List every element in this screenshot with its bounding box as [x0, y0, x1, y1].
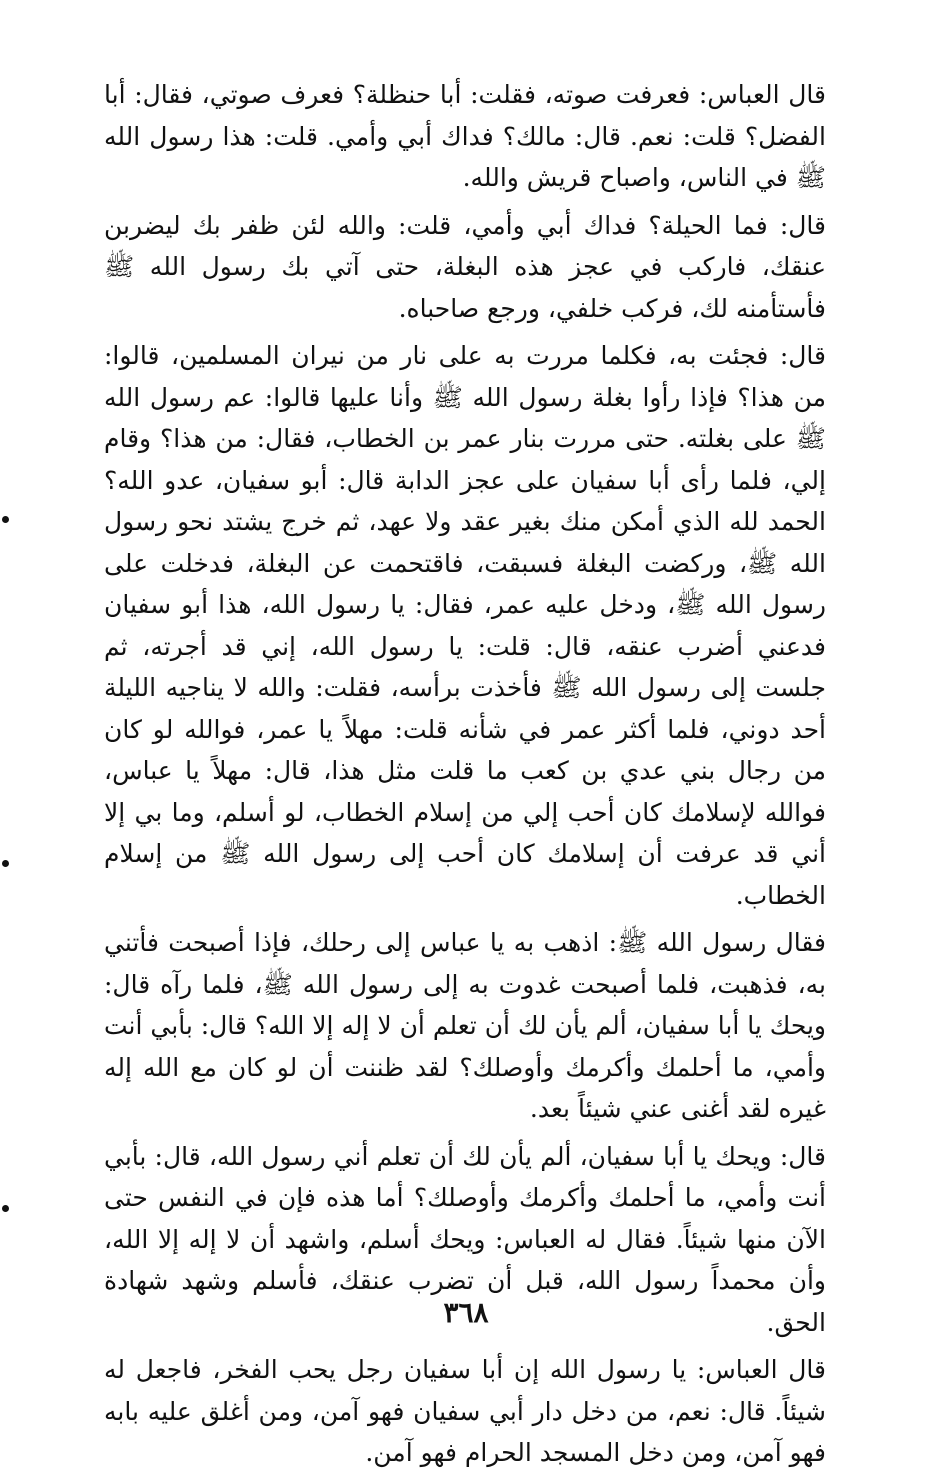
body-text [104, 74, 826, 1480]
paragraph: قال: فجئت به، فكلما مررت به على نار من نيران المسلمين، قالوا: من هذا؟ فإذا رأوا بغلة رسول الله ﷺ وأنا عليها قالوا: عم رسول الله ﷺ على بغلته. حتى مررت بنار عمر بن الخطاب، فقال: من هذا؟ وقام إلي، فلما رأى أبا سفيان على عجز الدابة قال: أبو سفيان، عدو الله؟ الحمد لله الذي أمكن منك بغير عقد ولا عهد، ثم خرج يشتد نحو رسول الله ﷺ، وركضت البغلة فسبقت، فاقتحمت عن البغلة، فدخلت على رسول الله ﷺ، ودخل عليه عمر، فقال: يا رسول الله، هذا أبو سفيان فدعني أضرب عنقه، قال: قلت: يا رسول الله، إني قد أجرته، ثم جلست إلى رسول الله ﷺ فأخذت برأسه، فقلت: والله لا يناجيه الليلة أحد دوني، فلما أكثر عمر في شأنه قلت: مهلاً يا عمر، فوالله لو كان من رجال بني عدي بن كعب ما قلت مثل هذا، قال: مهلاً يا عباس، فوالله لإسلامك كان أحب إلي من إسلام الخطاب، لو أسلم، وما بي إلا أني قد عرفت أن إسلامك كان أحب إلى رسول الله ﷺ من إسلام الخطاب. [104, 341, 826, 910]
paragraph: فقال رسول الله ﷺ: اذهب به يا عباس إلى رحلك، فإذا أصبحت فأتني به، فذهبت، فلما أصبحت غدوت به إلى رسول الله ﷺ، فلما رآه قال: ويحك يا أبا سفيان، ألم يأن لك أن تعلم أن لا إله إلا الله؟ قال: بأبي أنت وأمي، ما أحلمك وأكرمك وأوصلك؟ لقد ظننت أن لو كان مع الله إله غيره لقد أغنى عني شيئاً بعد. [104, 928, 826, 1123]
paragraph: قال العباس: فعرفت صوته، فقلت: أبا حنظلة؟ فعرف صوتي، فقال: أبا الفضل؟ قلت: نعم. قال: مالك؟ فداك أبي وأمي. قلت: هذا رسول الله ﷺ في الناس، واصباح قريش والله. [104, 80, 826, 192]
binding-hole-mark [2, 516, 9, 523]
binding-hole-mark [2, 860, 9, 867]
paragraph: قال: ويحك يا أبا سفيان، ألم يأن لك أن تعلم أني رسول الله، قال: بأبي أنت وأمي، ما أحلمك وأكرمك وأوصلك؟ أما هذه فإن في النفس حتى الآن منها شيئاً. فقال له العباس: ويحك أسلم، واشهد أن لا إله إلا الله، وأن محمداً رسول الله، قبل أن تضرب عنقك، فأسلم وشهد شهادة الحق. [104, 1141, 826, 1337]
paragraph: قال: فما الحيلة؟ فداك أبي وأمي، قلت: والله لئن ظفر بك ليضربن عنقك، فاركب في عجز هذه البغلة، حتى آتي بك رسول الله ﷺ فأستأمنه لك، فركب خلفي، ورجع صاحباه. [104, 210, 826, 323]
paragraph: قال العباس: يا رسول الله إن أبا سفيان رجل يحب الفخر، فاجعل له شيئاً. قال: نعم، من دخل دار أبي سفيان فهو آمن، ومن أغلق عليه بابه فهو آمن، ومن دخل المسجد الحرام فهو آمن. [104, 1355, 826, 1467]
binding-hole-mark [2, 1205, 9, 1212]
page-number: ٣٦٨ [443, 1296, 489, 1329]
